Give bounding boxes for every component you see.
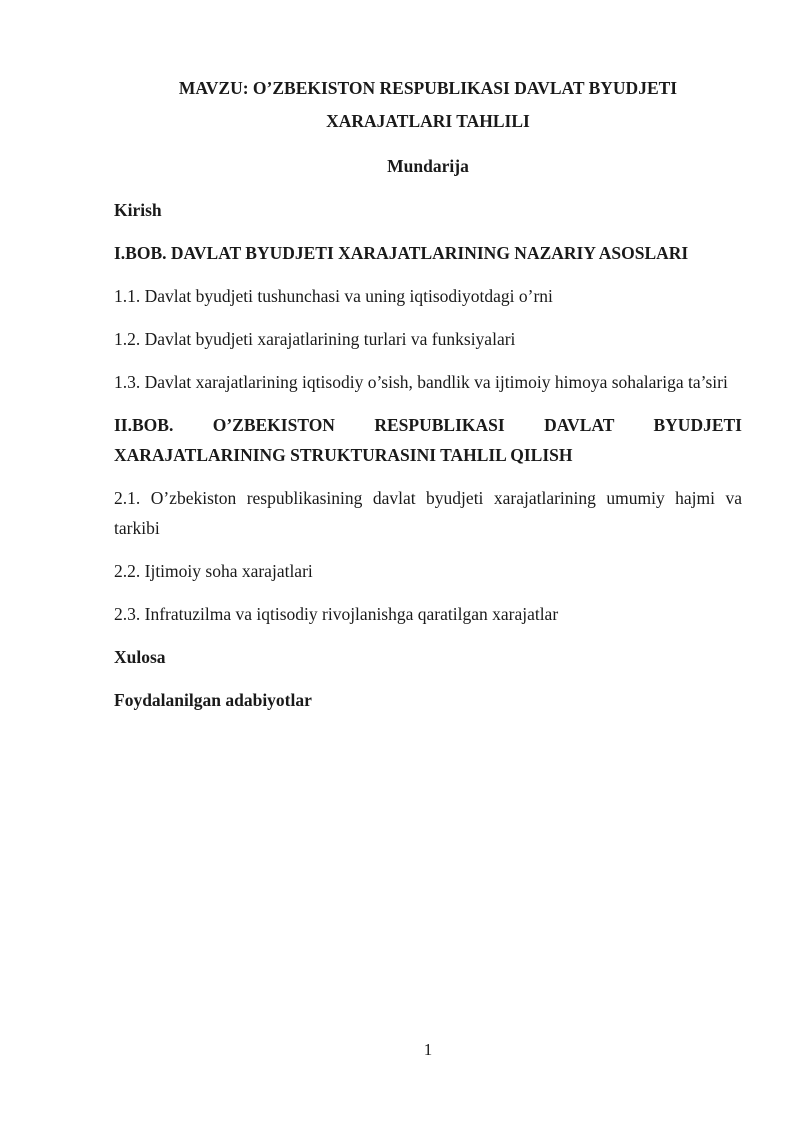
toc-entry-section-1-3: 1.3. Davlat xarajatlarining iqtisodiy o’sish, bandlik va ijtimoiy himoya sohalariga ta’siri xyxy=(114,372,728,392)
toc-entry-section-2-1: 2.1. O’zbekiston respublikasining davlat byudjeti xarajatlarining umumiy hajmi va tarkibi xyxy=(114,488,742,538)
toc-entry-chapter-1: I.BOB. DAVLAT BYUDJETI XARAJATLARINING NAZARIY ASOSLARI xyxy=(114,243,689,263)
toc-entry-section-2-3: 2.3. Infratuzilma va iqtisodiy rivojlanishga qaratilgan xarajatlar xyxy=(114,604,559,624)
toc-entry-chapter-2 xyxy=(114,410,742,470)
toc-entry-section-1-1: 1.1. Davlat byudjeti tushunchasi va uning iqtisodiyotdagi o’rni xyxy=(114,286,553,306)
toc-entry-chapter-2-line-1: II.BOB. O’ZBEKISTON RESPUBLIKASI DAVLAT BYUDJETI xyxy=(114,415,742,435)
toc-entry-section-1-2: 1.2. Davlat byudjeti xarajatlarining turlari va funksiyalari xyxy=(114,329,516,349)
document-title: MAVZU: O’ZBEKISTON RESPUBLIKASI DAVLAT BYUDJETI XARAJATLARI TAHLILI xyxy=(178,78,678,131)
document-page xyxy=(114,0,742,1131)
toc-entry-conclusion: Xulosa xyxy=(114,647,166,667)
toc-entry-introduction: Kirish xyxy=(114,200,162,220)
toc-entry-section-2-2: 2.2. Ijtimoiy soha xarajatlari xyxy=(114,561,313,581)
toc-entry-references: Foydalanilgan adabiyotlar xyxy=(114,690,312,710)
toc-heading: Mundarija xyxy=(387,156,469,176)
page-number: 1 xyxy=(423,1040,433,1059)
table-of-contents xyxy=(114,195,742,715)
toc-entry-chapter-2-line-2: XARAJATLARINING STRUKTURASINI TAHLIL QILISH xyxy=(114,445,573,465)
